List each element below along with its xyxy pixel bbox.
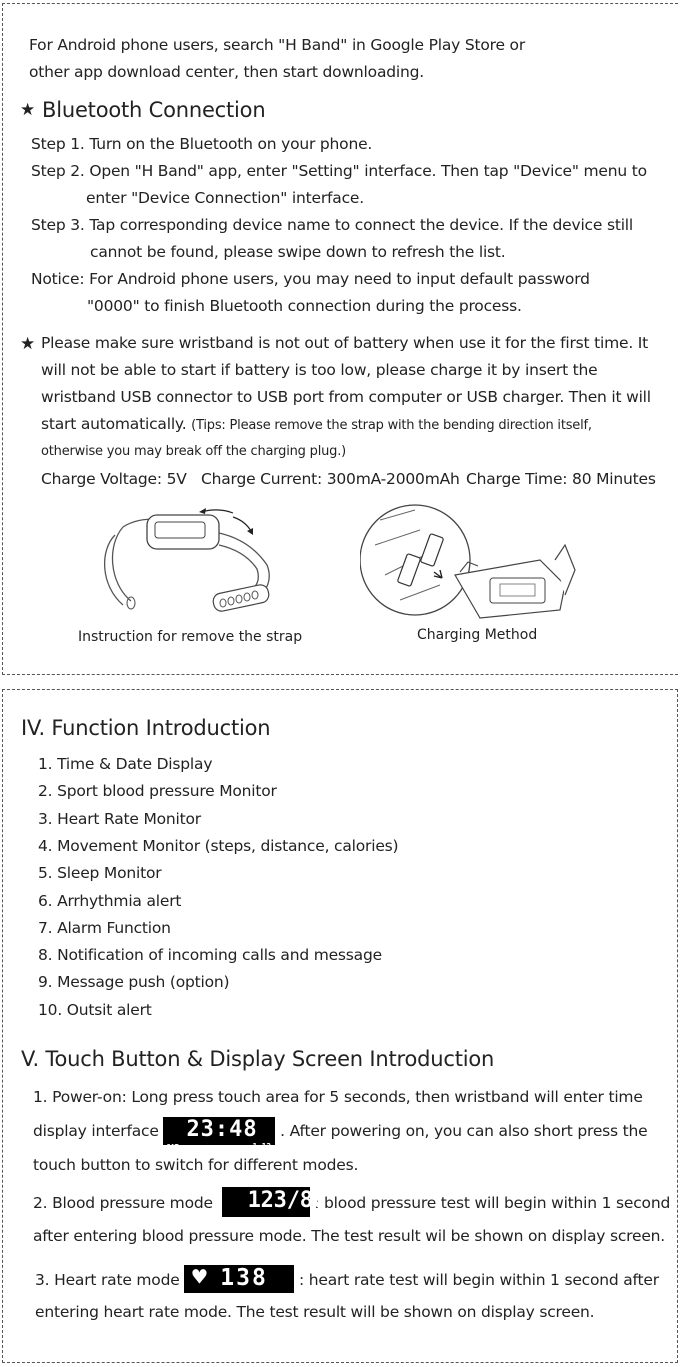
strap-removal-illustration <box>95 505 285 620</box>
function-item: 8. Notification of incoming calls and message <box>38 946 382 965</box>
intro-line-1: For Android phone users, search "H Band" in Google Play Store or <box>29 36 525 54</box>
battery-line-4: start automatically. (Tips: Please remove the strap with the bending direction itself, <box>41 415 592 433</box>
function-item: 4. Movement Monitor (steps, distance, calories) <box>38 836 399 855</box>
intro-line-2: other app download center, then start downloading. <box>29 63 424 81</box>
charge-current: Charge Current: 300mA-2000mAh <box>201 470 460 488</box>
battery-line-2: will not be able to start if battery is too low, please charge it by insert the <box>41 361 598 379</box>
touch-p2-b: after entering blood pressure mode. The test result wil be shown on display screen. <box>33 1227 666 1245</box>
touch-p2-a: 2. Blood pressure mode mmHg 123/88 : blood pressure test will begin within 1 second <box>33 1187 671 1224</box>
bt-step-2b: enter "Device Connection" interface. <box>86 189 364 207</box>
blood-pressure-lcd-icon: mmHg 123/88 <box>222 1187 310 1217</box>
battery-line-3: wristband USB connector to USB port from computer or USB charger. Then it will <box>41 388 651 406</box>
charge-time: Charge Time: 80 Minutes <box>466 470 656 488</box>
touch-p1-c: touch button to switch for different modes. <box>33 1156 359 1174</box>
bt-step-3a: Step 3. Tap corresponding device name to connect the device. If the device still <box>31 216 634 234</box>
function-item: 3. Heart Rate Monitor <box>38 809 201 828</box>
star-icon: ★ <box>20 334 36 354</box>
heart-rate-lcd-icon: ♥ 138 bpm <box>184 1265 294 1293</box>
bluetooth-heading: Bluetooth Connection <box>42 98 266 122</box>
charging-caption: Charging Method <box>417 627 538 643</box>
tip-b: otherwise you may break off the charging plug.) <box>41 444 347 459</box>
touch-p1-b: display interface SAT 23:48 1-13 . After powering on, you can also short press the <box>33 1116 648 1151</box>
time-lcd-icon: SAT 23:48 1-13 <box>163 1117 275 1145</box>
star-icon: ★ <box>20 100 36 120</box>
bt-notice-a: Notice: For Android phone users, you may need to input default password <box>31 270 590 288</box>
function-item: 2. Sport blood pressure Monitor <box>38 782 277 801</box>
touch-p3-b: entering heart rate mode. The test result will be shown on display screen. <box>35 1303 595 1321</box>
touch-p1-a: 1. Power-on: Long press touch area for 5 seconds, then wristband will enter time <box>33 1088 643 1106</box>
bt-notice-b: "0000" to finish Bluetooth connection during the process. <box>87 297 522 315</box>
function-item: 7. Alarm Function <box>38 918 171 937</box>
strap-caption: Instruction for remove the strap <box>78 629 303 645</box>
touch-heading: V. Touch Button & Display Screen Introduction <box>21 1047 495 1071</box>
function-item: 1. Time & Date Display <box>38 755 213 773</box>
touch-p3-a: 3. Heart rate mode ♥ 138 bpm : heart rate test will begin within 1 second after <box>35 1262 659 1301</box>
heart-icon: ♥ <box>192 1262 207 1291</box>
function-item: 9. Message push (option) <box>38 973 230 992</box>
function-item: 5. Sleep Monitor <box>38 864 162 883</box>
charge-voltage: Charge Voltage: 5V <box>41 470 187 488</box>
functions-heading: IV. Function Introduction <box>21 716 271 740</box>
bt-step-3b: cannot be found, please swipe down to refresh the list. <box>90 243 506 261</box>
charging-illustration <box>360 500 590 625</box>
function-item: 6. Arrhythmia alert <box>38 891 182 910</box>
function-item: 10. Outsit alert <box>38 1000 152 1019</box>
battery-line-1: Please make sure wristband is not out of battery when use it for the first time. It <box>41 334 649 352</box>
bt-step-2a: Step 2. Open "H Band" app, enter "Setting" interface. Then tap "Device" menu to <box>31 162 647 180</box>
tip-a: (Tips: Please remove the strap with the bending direction itself, <box>191 418 592 433</box>
bt-step-1: Step 1. Turn on the Bluetooth on your phone. <box>31 135 373 153</box>
